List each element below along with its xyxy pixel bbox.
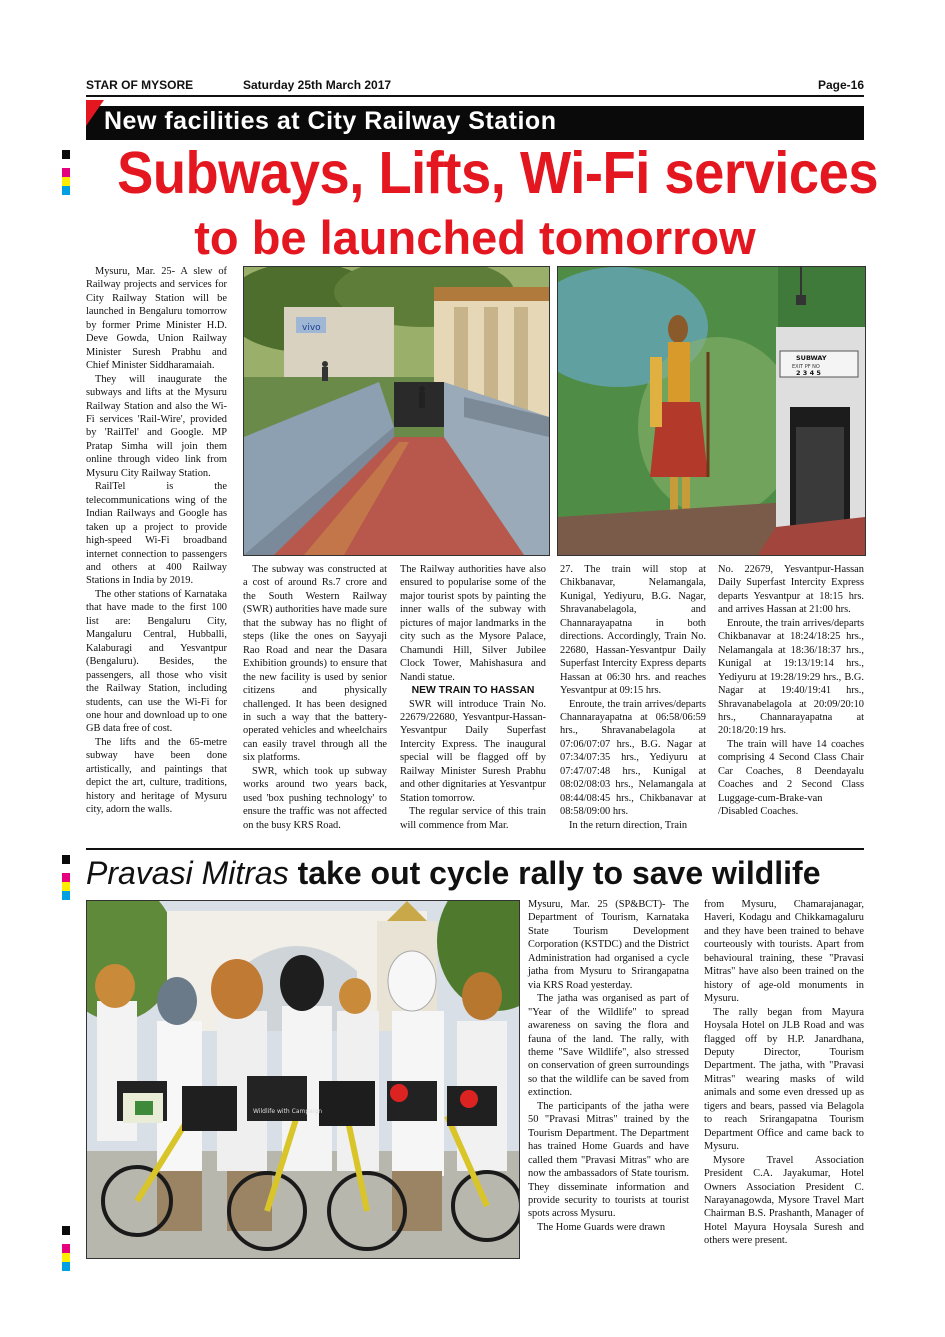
top-story-column-3 [400,563,546,832]
paragraph: The Railway authorities have also ensured to popularise some of the major tourist spots by painting the inner walls of the subway with pictures of major landmarks in the city such as the Mysore Palace, Chamundi Hill, Silver Jubilee Clock Tower, Mahishasura and Nandi statue. [400,564,546,683]
kicker-red-triangle [86,100,104,126]
paragraph: The other stations of Karnataka that have made to the first 100 list are: Bengaluru City, Mangaluru Central, Hubballi, Kalaburagi and Yesvantpur (Bengaluru). Besides, the passengers, all those who visit the Railway Station, including students, can use the Wi-Fi for one hour and download up to one GB data free of cost. [86,588,227,735]
paragraph: from Mysuru, Chamarajanagar, Haveri, Kodagu and Chikkamagaluru and they have been trained to behave courteously with tourists. Apart from behavioural training, these "Pravasi Mitras" have also been trained on the history of age-old monuments in Mysuru. [704,899,864,1005]
second-story-column-1 [528,898,689,1234]
second-headline [86,853,864,893]
paragraph: The jatha was organised as part of "Year of the Wildlife" to spread awareness on saving the flora and fauna of the land. The rally, with theme "Save Wildlife", also stressed on conservation of green surroundings so that the wildlife can be saved from extinction. [528,993,689,1099]
color-registration-mark-middle [62,855,70,900]
paragraph: SWR, which took up subway works around two years back, used 'box pushing technology' to ensure the traffic was not affected on the busy KRS Road. [243,765,387,831]
paragraph: They will inaugurate the subways and lifts at the Mysuru Railway Station and also the Wi-Fi services 'Rail-Wire', provided by 'RailTel' and Google. MP Pratap Simha will join them online through video link from Mysuru City Railway Station. [86,373,227,479]
svg-text:2 3 4 5: 2 3 4 5 [796,369,821,377]
top-story-column-1 [86,265,227,817]
subway-mural-photo [557,266,866,556]
paragraph: No. 22679, Yesvantpur-Hassan Daily Superfast Intercity Express departs Yesvantpur at 18:15 hrs. and arrives Hassan at 21:00 hrs. [718,564,864,616]
paragraph: Mysuru, Mar. 25- A slew of Railway projects and services for City Railway Station will be launched in Bengaluru tomorrow by former Prime Minister H.D. Deve Gowda, Union Railway Minister Suresh Prabhu and Chief Minister Siddharamaiah. [86,266,227,372]
paragraph: In the return direction, Train [569,819,688,831]
svg-text:Wildlife with Campaign: Wildlife with Campaign [253,1108,323,1115]
paragraph: The subway was constructed at a cost of around Rs.7 crore and the South Western Railway (SWR) authorities have made sure that the subway has no flight of steps (like the ones on Sayyaji Rao Road and near the Dasara Exhibition grounds) to ensure that the new facility is used by senior citizens and physically challenged. It has been designed in such a way that the battery-operated vehicles and wheelchairs can easily travel through all the six platforms. [243,564,387,764]
paragraph: The train will have 14 coaches comprising 4 Second Class Chair Car Coaches, 8 Deendayalu Coaches and 2 Second Class Luggage-cum-Brake-van /Disabled Coaches. [718,738,864,818]
svg-text:SUBWAY: SUBWAY [796,354,827,362]
paragraph: The rally began from Mayura Hoysala Hotel on JLB Road and was flagged off by H.P. Janardhana, Deputy Director, Tourism Department. The jatha, with "Pravasi Mitras" wearing masks of wild animals and some even dressed up as tigers and bears, passed via Belagola to reach Srirangapatna Tourism Department Office and came back to Mysuru. [704,1006,864,1153]
subway-ramp-illustration [244,267,549,555]
cycle-rally-photo [86,900,520,1259]
main-subheadline: to be launched tomorrow [194,211,756,264]
second-headline-italic: Pravasi Mitras [86,855,289,891]
paragraph: Enroute, the train arrives/departs Chikbanavar at 18:24/18:25 hrs., Nelamangala at 18:36/18:37 hrs., Kunigal at 19:13/19:14 hrs., Yediyuru at 19:28/19:29 hrs., B.G. Nagar at 19:40/19:41 hrs., Shravanabelagola at 20:09/20:10 hrs., Channarayapatna at 20:18/20:19 hrs. [718,617,864,737]
svg-text:vivo: vivo [302,323,321,333]
header-rule [86,95,864,97]
top-story-column-5 [718,563,864,819]
masthead-date: Saturday 25th March 2017 [243,78,392,92]
page-number: Page-16 [817,78,864,92]
paragraph: The participants of the jatha were 50 "Pravasi Mitras" trained by the Tourism Department. The Department has trained Home Guards and have called them "Pravasi Mitras" who are now the ambassadors of State tourism. They disseminate information and provide security to tourists at tourist spots across Mysuru. [528,1100,689,1220]
cycle-rally-illustration [87,901,519,1258]
second-story-column-2 [704,898,864,1248]
paragraph: The regular service of this train will commence from Mar. [400,806,546,831]
paragraph: Enroute, the train arrives/departs Channarayapatna at 06:58/06:59 hrs., Shravanabelagola at 07:06/07:07 hrs., B.G. Nagar at 07:34/07:35 hrs., Yediyuru at 07:47/07:48 hrs., Kunigal at 08:02/08:03 hrs., Nelamangala at 08:44/08:45 hrs., Chikbanavar at 08:58/09:00 hrs. [560,698,706,818]
top-story-column-2 [243,563,387,832]
section-divider [86,848,864,850]
paragraph: The lifts and the 65-metre subway have been done artistically, and paintings that depict the art, culture, traditions, history and heritage of Mysuru city, adorn the walls. [86,736,227,816]
top-story-column-4 [560,563,706,832]
kicker-text: New facilities at City Railway Station [104,107,557,135]
paragraph: Mysore Travel Association President C.A. Jayakumar, Hotel Owners Association President C. Narayanagowda, Mysore Travel Mart Chairman B.S. Prashanth, Manager of Hotel Mayura Hoysala Suresh and others were present. [704,1154,864,1247]
paragraph: Mysuru, Mar. 25 (SP&BCT)- The Department of Tourism, Karnataka State Tourism Development Corporation (KSTDC) and the District Administration had organised a cycle jatha from Mysuru to Srirangapatna via KRS Road yesterday. [528,899,689,991]
second-headline-bold: take out cycle rally to save wildlife [297,855,821,891]
color-registration-mark-bottom [62,1226,70,1271]
color-registration-mark-top [62,150,70,195]
masthead-paper-name: STAR OF MYSORE [86,78,194,92]
subway-mural-illustration [558,267,865,555]
subhead: NEW TRAIN TO HASSAN [411,685,535,697]
paragraph: RailTel is the telecommunications wing of the Indian Railways and Google has taken up a project to provide high-speed Wi-Fi broadband internet connection to passengers and others at 400 Railway Stations in India by 2019. [86,481,227,587]
svg-text:EXIT PF NO: EXIT PF NO [792,364,820,370]
paragraph: 27. The train will stop at Chikbanavar, Nelamangala, Kunigal, Yediyuru, B.G. Nagar, Shravanabelagola, and Channarayapatna in both directions. Accordingly, Train No. 22680, Hassan-Yesvantpur Daily Superfast Intercity Express departs Hassan at 06:30 hrs. and reaches Yesvantpur at 09:15 hrs. [560,564,706,697]
paragraph: The Home Guards were drawn [537,1221,666,1233]
paragraph: SWR will introduce Train No. 22679/22680, Yesvantpur-Hassan-Yesvantpur Daily Superfast Intercity Express. The inaugural special will be flagged off by Railway Minister Suresh Prabhu and other dignitaries at Yesvantpur Station tomorrow. [400,698,546,804]
main-headline: Subways, Lifts, Wi-Fi services [117,140,879,206]
subway-ramp-photo [243,266,550,556]
